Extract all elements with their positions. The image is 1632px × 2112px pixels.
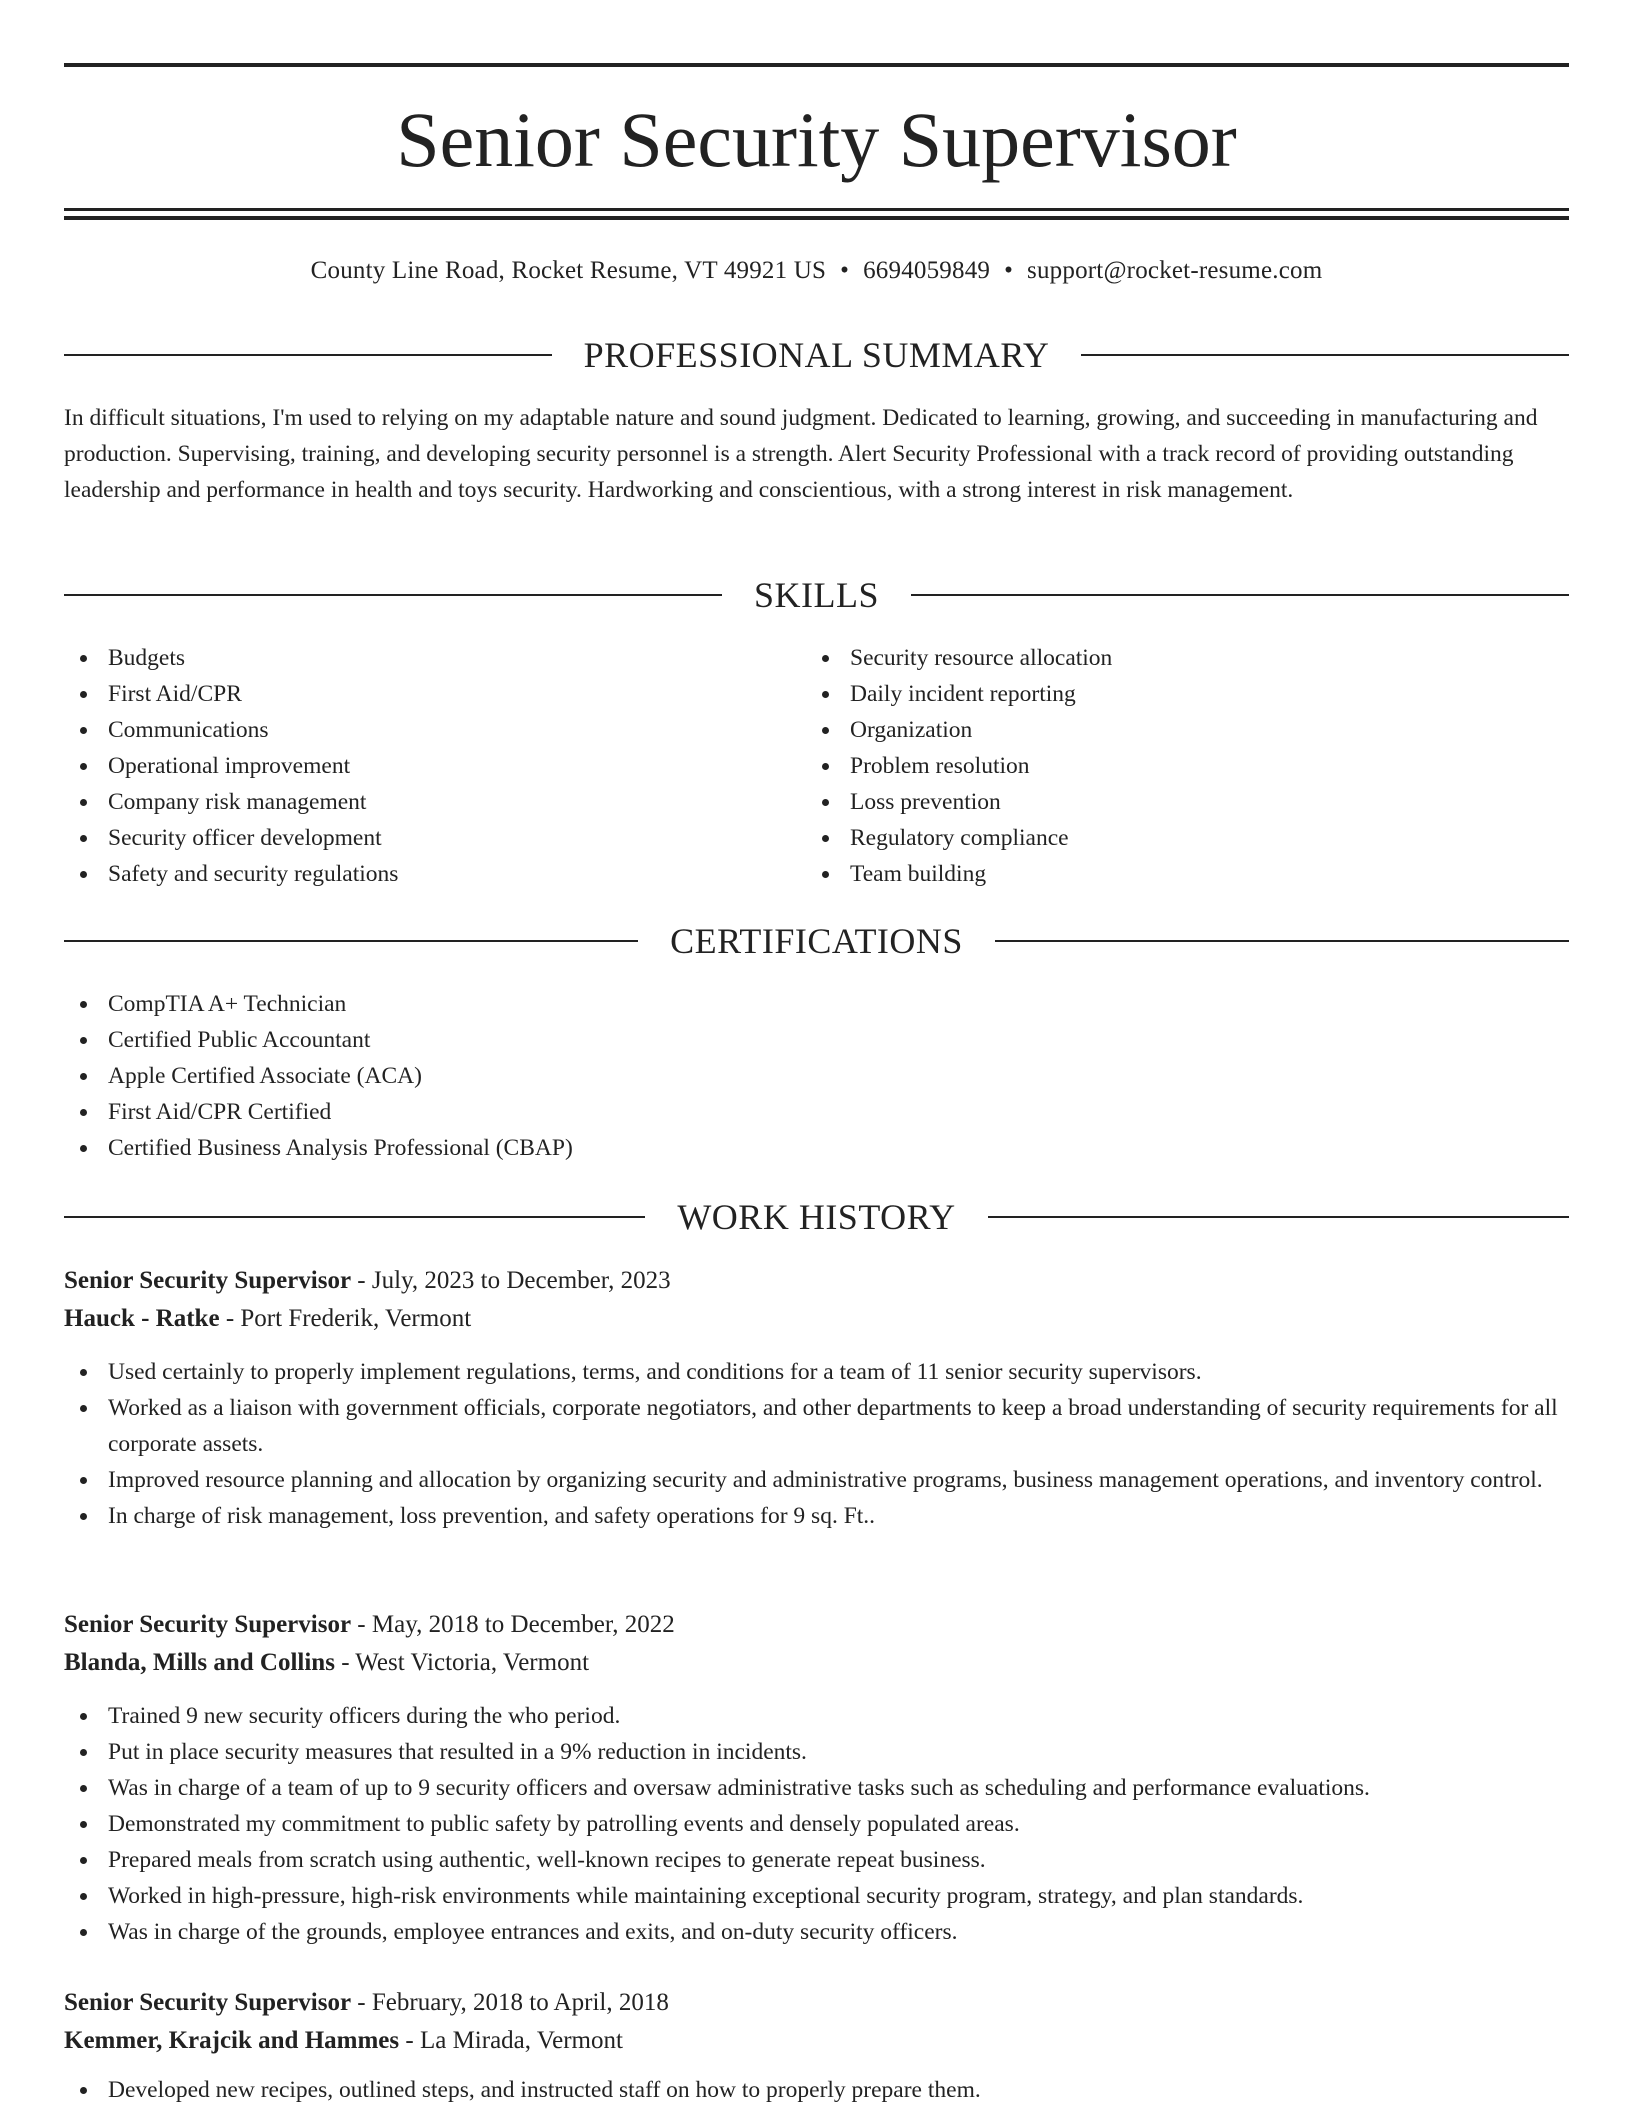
job-bullet: Worked as a liaison with government officials, corporate negotiators, and other departments to keep a broad understanding of security requirements for all corporate assets.: [64, 1390, 1569, 1462]
job-company-line: [64, 1300, 1569, 1338]
title-rule-upper: [64, 208, 1569, 211]
skill-item: Regulatory compliance: [806, 820, 1506, 856]
job-dates: - February, 2018 to April, 2018: [357, 1989, 669, 2016]
heading-rule: [911, 594, 1569, 596]
skill-item: Security officer development: [64, 820, 764, 856]
skill-item: Loss prevention: [806, 784, 1506, 820]
section-heading-certifications: [64, 919, 1569, 963]
section-title: CERTIFICATIONS: [670, 921, 963, 961]
heading-rule: [64, 594, 722, 596]
job-title-line: [64, 1984, 1569, 2022]
job-company-line: [64, 1644, 1569, 1682]
heading-rule: [988, 1216, 1569, 1218]
job-location: - La Mirada, Vermont: [405, 2027, 623, 2054]
job-entry: [64, 1262, 1569, 1534]
job-entry: [64, 1984, 1569, 2108]
skill-item: First Aid/CPR: [64, 676, 764, 712]
certification-item: Apple Certified Associate (ACA): [64, 1058, 1569, 1094]
skill-item: Organization: [806, 712, 1506, 748]
skills-column-right: [806, 640, 1506, 892]
summary-text: In difficult situations, I'm used to relying on my adaptable nature and sound judgment. Dedicated to learning, growing, and succeeding in manufacturing and production. Supervising, training, and developing security personnel is a strength. Alert Security Professional with a track record of providing outstanding leadership and performance in health and toys security. Hardworking and conscientious, with a strong interest in risk management.: [64, 405, 1538, 503]
resume-title: Senior Security Supervisor: [396, 96, 1237, 183]
job-bullet: Put in place security measures that resulted in a 9% reduction in incidents.: [64, 1734, 1569, 1770]
job-title-line: [64, 1262, 1569, 1300]
job-company: Blanda, Mills and Collins: [64, 1649, 335, 1676]
skill-item: Problem resolution: [806, 748, 1506, 784]
skill-item: Safety and security regulations: [64, 856, 764, 892]
heading-rule: [64, 354, 552, 356]
contact-separator: •: [1004, 257, 1014, 284]
heading-rule: [995, 940, 1569, 942]
contact-line: [64, 254, 1569, 288]
top-rule: [64, 63, 1569, 67]
skill-item: Company risk management: [64, 784, 764, 820]
section-title: PROFESSIONAL SUMMARY: [583, 335, 1050, 375]
job-title-line: [64, 1606, 1569, 1644]
job-title: Senior Security Supervisor: [64, 1989, 352, 2016]
contact-email: support@rocket-resume.com: [1027, 257, 1323, 284]
contact-address: County Line Road, Rocket Resume, VT 49921 US: [310, 257, 827, 284]
heading-rule: [64, 1216, 645, 1218]
job-company: Hauck - Ratke: [64, 1305, 220, 1332]
job-bullet: Was in charge of a team of up to 9 security officers and oversaw administrative tasks such as scheduling and performance evaluations.: [64, 1770, 1569, 1806]
job-title: Senior Security Supervisor: [64, 1267, 352, 1294]
contact-phone: 6694059849: [863, 257, 991, 284]
certifications-list: [64, 986, 1569, 1166]
job-location: - Port Frederik, Vermont: [225, 1305, 472, 1332]
section-title: SKILLS: [754, 575, 880, 615]
job-bullet: Developed new recipes, outlined steps, and instructed staff on how to properly prepare them.: [64, 2072, 1569, 2108]
job-entry: [64, 1606, 1569, 1950]
job-location: - West Victoria, Vermont: [341, 1649, 590, 1676]
job-bullet: Used certainly to properly implement regulations, terms, and conditions for a team of 11 senior security supervisors.: [64, 1354, 1569, 1390]
skill-item: Team building: [806, 856, 1506, 892]
section-heading-skills: [64, 573, 1569, 617]
skill-item: Budgets: [64, 640, 764, 676]
job-bullet: Was in charge of the grounds, employee entrances and exits, and on-duty security officers.: [64, 1914, 1569, 1950]
job-bullet: Prepared meals from scratch using authentic, well-known recipes to generate repeat business.: [64, 1842, 1569, 1878]
skill-item: Operational improvement: [64, 748, 764, 784]
job-bullet: Demonstrated my commitment to public safety by patrolling events and densely populated areas.: [64, 1806, 1569, 1842]
skill-item: Communications: [64, 712, 764, 748]
job-bullet: Trained 9 new security officers during the who period.: [64, 1698, 1569, 1734]
certification-item: Certified Public Accountant: [64, 1022, 1569, 1058]
contact-separator: •: [840, 257, 850, 284]
skill-item: Daily incident reporting: [806, 676, 1506, 712]
heading-rule: [64, 940, 638, 942]
job-bullet: Improved resource planning and allocation by organizing security and administrative programs, business management operations, and inventory control.: [64, 1462, 1569, 1498]
title-rule-lower: [64, 216, 1569, 220]
section-heading-summary: [64, 333, 1569, 377]
heading-rule: [1081, 354, 1569, 356]
section-heading-work-history: [64, 1195, 1569, 1239]
certification-item: First Aid/CPR Certified: [64, 1094, 1569, 1130]
job-bullet: In charge of risk management, loss prevention, and safety operations for 9 sq. Ft..: [64, 1498, 1569, 1534]
job-title: Senior Security Supervisor: [64, 1611, 352, 1638]
job-company: Kemmer, Krajcik and Hammes: [64, 2027, 400, 2054]
certification-item: Certified Business Analysis Professional (CBAP): [64, 1130, 1569, 1166]
skills-column-left: [64, 640, 764, 892]
certification-item: CompTIA A+ Technician: [64, 986, 1569, 1022]
job-company-line: [64, 2022, 1569, 2060]
job-dates: - May, 2018 to December, 2022: [357, 1611, 675, 1638]
job-dates: - July, 2023 to December, 2023: [357, 1267, 671, 1294]
job-bullet: Worked in high-pressure, high-risk environments while maintaining exceptional security program, strategy, and plan standards.: [64, 1878, 1569, 1914]
section-title: WORK HISTORY: [677, 1197, 956, 1237]
skill-item: Security resource allocation: [806, 640, 1506, 676]
